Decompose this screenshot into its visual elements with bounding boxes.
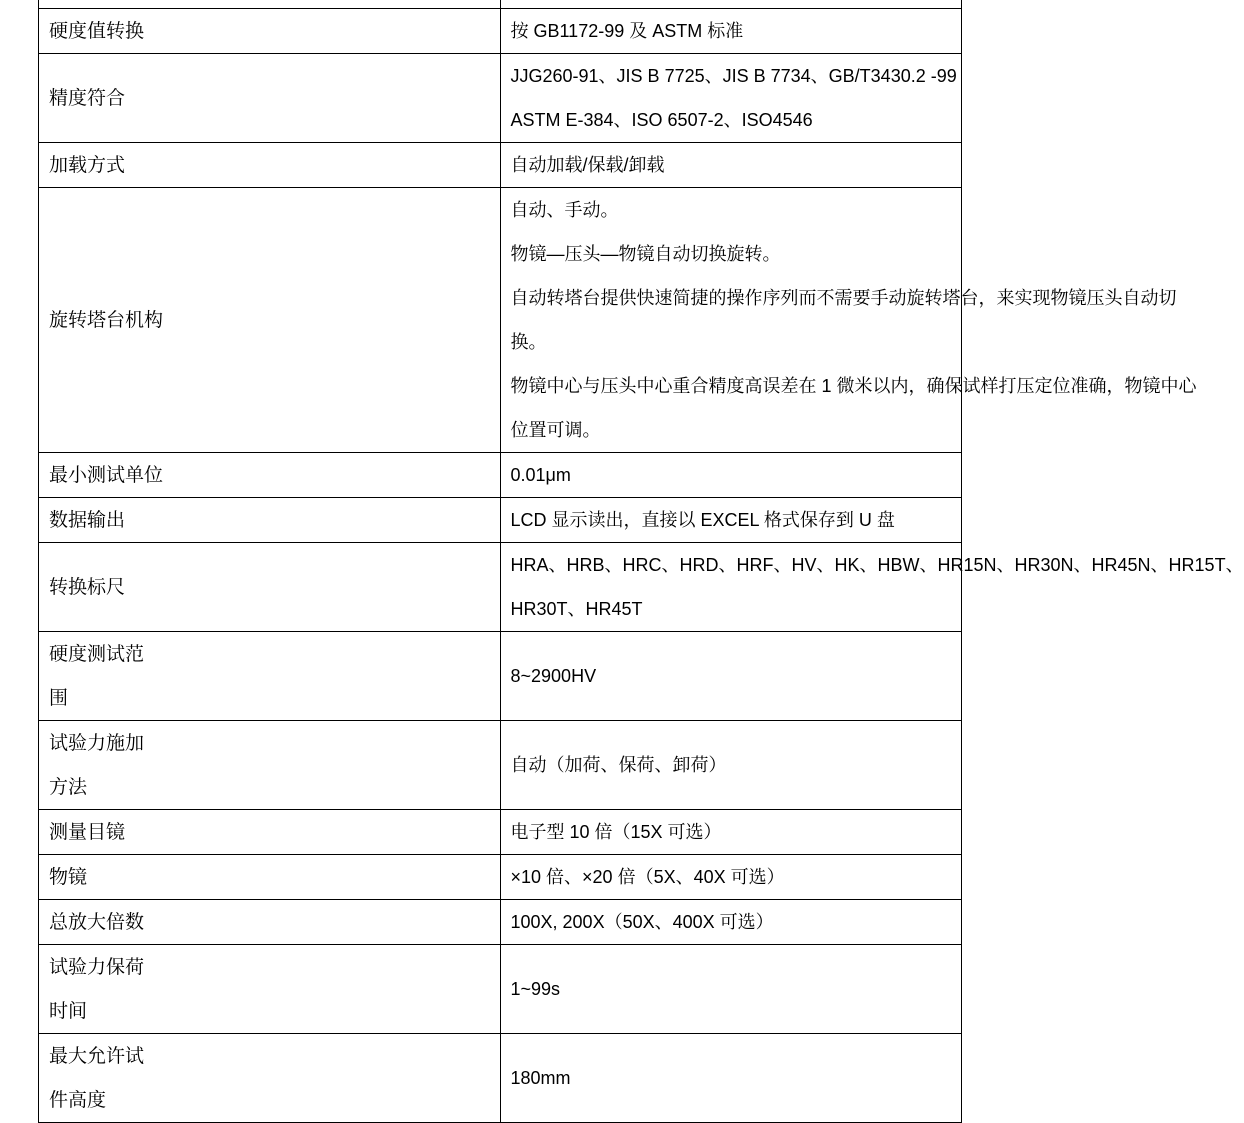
spec-label xyxy=(39,498,501,543)
table-row xyxy=(39,543,962,632)
spec-label-line: 硬度测试范 xyxy=(49,643,145,665)
spec-value xyxy=(500,54,962,143)
spec-label xyxy=(39,143,501,188)
spec-value-line: 位置可调。 xyxy=(510,420,601,440)
spec-label-line: 转换标尺 xyxy=(49,576,126,598)
spec-label-line: 总放大倍数 xyxy=(49,911,145,933)
spec-value-line: HRA、HRB、HRC、HRD、HRF、HV、HK、HBW、HR15N、HR30N、HR45N、HR15T、 xyxy=(510,555,1244,575)
spec-value-line: 0.01μm xyxy=(510,465,571,485)
table-top-row xyxy=(39,0,962,9)
spec-value-line: 自动、手动。 xyxy=(510,200,619,220)
spec-value xyxy=(500,543,1244,632)
spec-label-line: 精度符合 xyxy=(49,87,126,109)
spec-value xyxy=(500,810,962,855)
spec-value xyxy=(500,945,962,1034)
table-cell-empty xyxy=(39,0,501,9)
spec-value xyxy=(500,1034,962,1123)
spec-label xyxy=(39,1034,501,1123)
spec-label xyxy=(39,900,501,945)
spec-value-line: 自动转塔台提供快速简捷的操作序列而不需要手动旋转塔台，来实现物镜压头自动切 xyxy=(510,288,1177,308)
table-row xyxy=(39,855,962,900)
spec-table xyxy=(38,0,1244,1123)
spec-value-line: 自动（加荷、保荷、卸荷） xyxy=(510,755,727,775)
table-row xyxy=(39,810,962,855)
spec-label-line: 物镜 xyxy=(49,866,88,888)
spec-value xyxy=(500,721,962,810)
spec-label-line: 测量目镜 xyxy=(49,821,126,843)
spec-label-line: 方法 xyxy=(49,776,88,798)
spec-label xyxy=(39,543,501,632)
table-row xyxy=(39,453,962,498)
spec-value xyxy=(500,498,962,543)
spec-value xyxy=(500,900,962,945)
table-row xyxy=(39,498,962,543)
spec-value-line: LCD 显示读出，直接以 EXCEL 格式保存到 U 盘 xyxy=(510,510,895,530)
spec-table-body xyxy=(39,9,1244,1123)
spec-label xyxy=(39,453,501,498)
spec-value-line: 8~2900HV xyxy=(510,666,597,686)
spec-value xyxy=(500,632,962,721)
spec-label-line: 最小测试单位 xyxy=(49,464,164,486)
spec-label-line: 试验力施加 xyxy=(49,732,145,754)
spec-value-line: 物镜中心与压头中心重合精度高误差在 1 微米以内，确保试样打压定位准确，物镜中心 xyxy=(510,376,1197,396)
table-row xyxy=(39,143,962,188)
spec-label-line: 件高度 xyxy=(49,1089,107,1111)
spec-label xyxy=(39,54,501,143)
spec-value xyxy=(500,855,962,900)
table-row xyxy=(39,9,962,54)
table-row xyxy=(39,188,962,453)
spec-value xyxy=(500,9,962,54)
spec-label xyxy=(39,721,501,810)
spec-label-line: 旋转塔台机构 xyxy=(49,309,164,331)
spec-value-line: ASTM E-384、ISO 6507-2、ISO4546 xyxy=(510,110,813,130)
spec-label-line: 围 xyxy=(49,687,69,709)
spec-label-line: 数据输出 xyxy=(49,509,126,531)
spec-value xyxy=(500,143,962,188)
spec-value xyxy=(500,188,1197,453)
spec-value-line: 180mm xyxy=(510,1068,571,1088)
spec-label xyxy=(39,855,501,900)
spec-value-line: 自动加载/保载/卸载 xyxy=(510,155,665,175)
table-cell-empty xyxy=(500,0,962,9)
spec-label xyxy=(39,9,501,54)
table-row xyxy=(39,632,962,721)
spec-value-line: 电子型 10 倍（15X 可选） xyxy=(510,822,722,842)
spec-value xyxy=(500,453,962,498)
spec-value-line: JJG260-91、JIS B 7725、JIS B 7734、GB/T3430.2 -99 xyxy=(510,66,957,86)
table-row xyxy=(39,1034,962,1123)
table-row xyxy=(39,721,962,810)
spec-label xyxy=(39,188,501,453)
spec-value-line: 100X, 200X（50X、400X 可选） xyxy=(510,912,774,932)
spec-value-line: 换。 xyxy=(510,332,547,352)
spec-value-line: 1~99s xyxy=(510,979,561,999)
spec-label xyxy=(39,632,501,721)
spec-value-line: 物镜—压头—物镜自动切换旋转。 xyxy=(510,244,781,264)
table-row xyxy=(39,945,962,1034)
spec-label xyxy=(39,945,501,1034)
spec-label-line: 最大允许试 xyxy=(49,1045,145,1067)
spec-value-line: ×10 倍、×20 倍（5X、40X 可选） xyxy=(510,867,785,887)
table-row xyxy=(39,54,962,143)
spec-label-line: 时间 xyxy=(49,1000,88,1022)
spec-label xyxy=(39,810,501,855)
spec-label-line: 加载方式 xyxy=(49,154,126,176)
spec-value-line: HR30T、HR45T xyxy=(510,599,643,619)
table-row xyxy=(39,900,962,945)
spec-value-line: 按 GB1172-99 及 ASTM 标准 xyxy=(510,21,744,41)
spec-label-line: 试验力保荷 xyxy=(49,956,145,978)
spec-label-line: 硬度值转换 xyxy=(49,20,145,42)
